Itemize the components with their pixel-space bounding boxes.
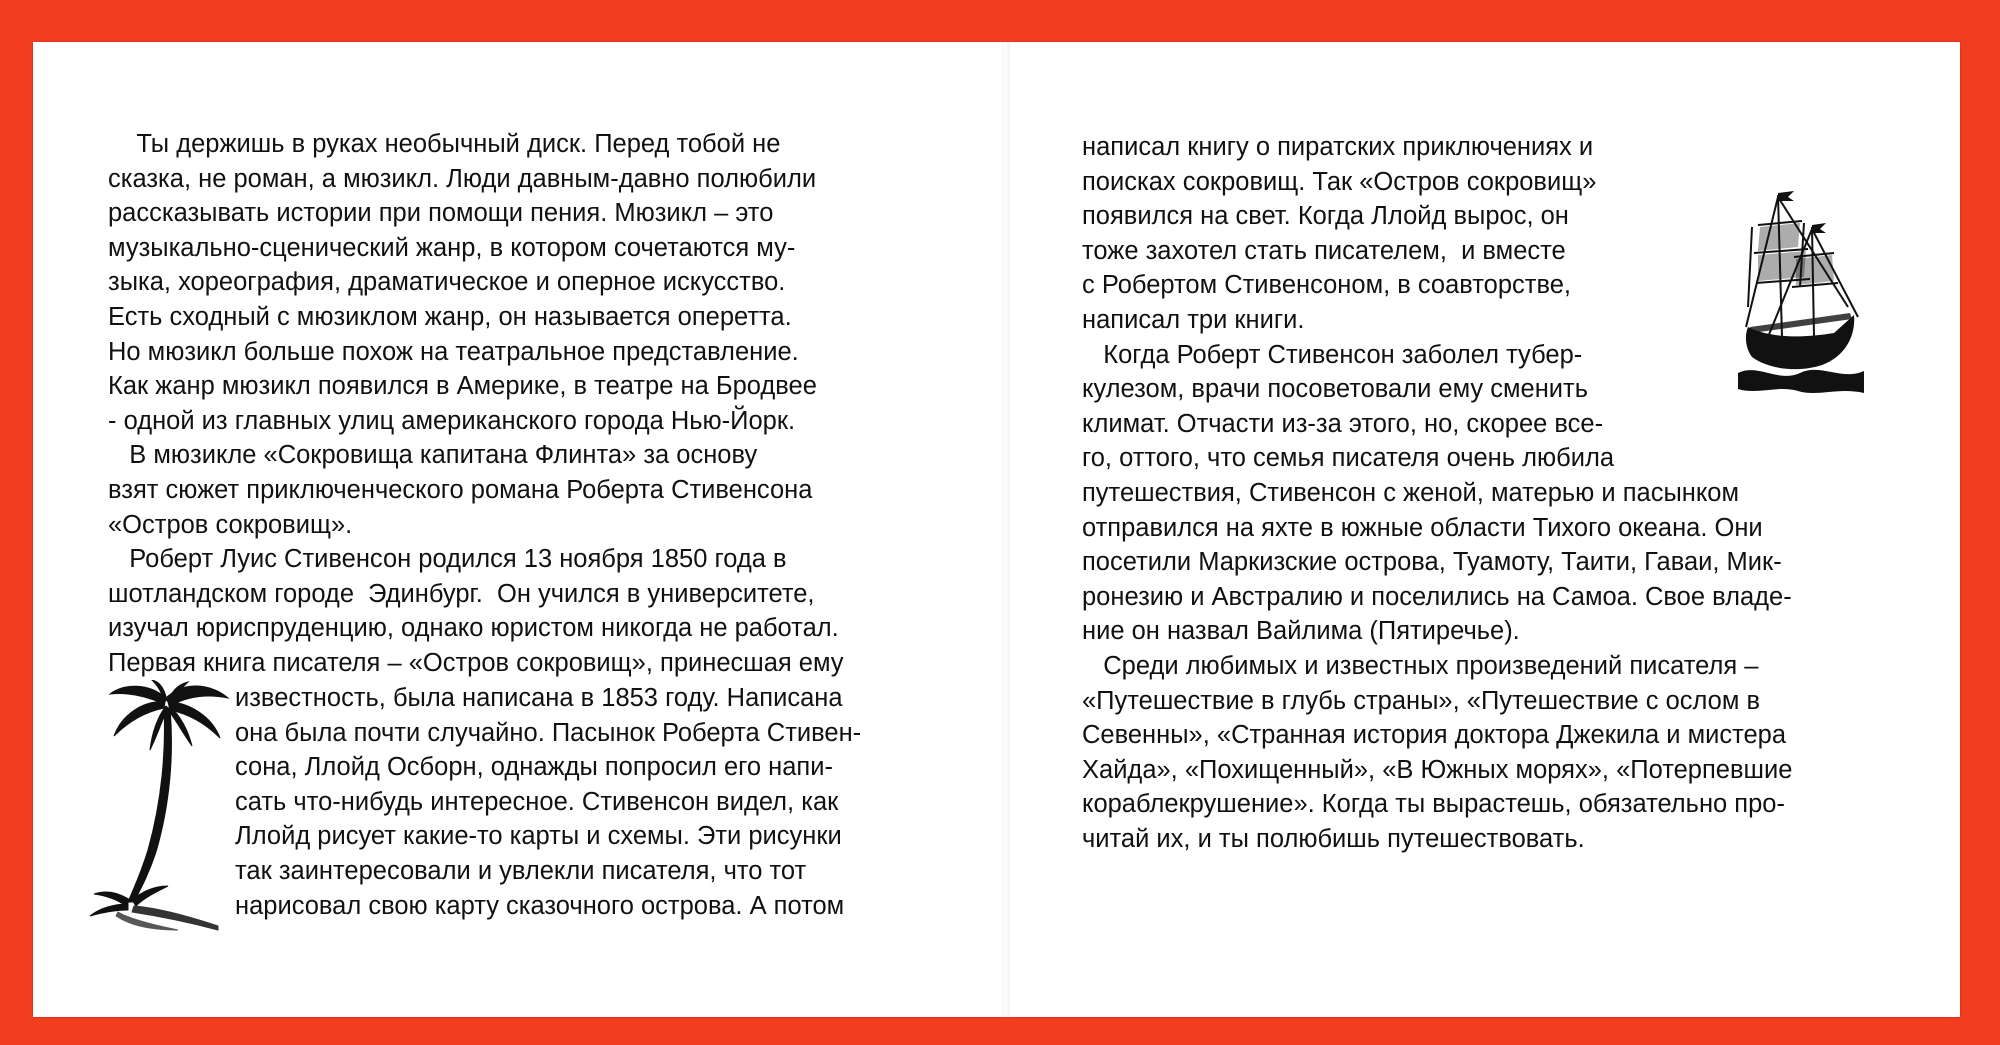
right-page-line-18: Севенны», «Странная история доктора Джекила и мистера (1082, 721, 1787, 750)
right-page-line-7: Когда Роберт Стивенсон заболел тубер- (1082, 340, 1583, 369)
right-page-line-14: ронезию и Австралию и поселились на Самоа. Свое владе- (1082, 582, 1792, 611)
right-page-line-3: появился на свет. Когда Ллойд вырос, он (1082, 202, 1569, 231)
left-page-text (108, 127, 844, 681)
left-page-line-7: Но мюзикл больше похож на театральное представление. (108, 337, 799, 366)
left-page-wrap-line-5: Ллойд рисует какие-то карты и схемы. Эти рисунки (235, 822, 842, 851)
right-page-line-9: климат. Отчасти из-за этого, но, скорее все- (1082, 409, 1604, 438)
right-page-line-1: написал книгу о пиратских приключениях и (1082, 133, 1594, 161)
right-page-line-6: написал три книги. (1082, 305, 1305, 334)
right-page-line-16: Среди любимых и известных произведений писателя – (1082, 651, 1759, 680)
left-page-line-11: взят сюжет приключенческого романа Роберта Стивенсона (108, 475, 813, 504)
left-page-wrap-line-6: так заинтересовали и увлекли писателя, что тот (235, 856, 807, 885)
right-page-line-13: посетили Маркизские острова, Туамоту, Таити, Гаваи, Мик- (1082, 548, 1782, 577)
left-page-line-13: Роберт Луис Стивенсон родился 13 ноября 1850 года в (108, 545, 787, 574)
left-page-wrap-line-1: известность, была написана в 1853 году. Написана (235, 684, 843, 712)
right-page-line-12: отправился на яхте в южные области Тихого океана. Они (1082, 513, 1763, 542)
right-page-line-4: тоже захотел стать писателем, и вместе (1082, 236, 1566, 265)
right-page-line-2: поисках сокровищ. Так «Остров сокровищ» (1082, 167, 1597, 196)
left-page-line-5: зыка, хореография, драматическое и оперное искусство. (108, 268, 786, 297)
right-page-line-20: кораблекрушение». Когда ты вырастешь, обязательно про- (1082, 790, 1785, 819)
left-page-line-16: Первая книга писателя – «Остров сокровищ», принесшая ему (108, 648, 844, 677)
left-page-line-1: Ты держишь в руках необычный диск. Перед тобой не (108, 130, 781, 158)
left-page-line-6: Есть сходный с мюзиклом жанр, он называется оперетта. (108, 302, 792, 331)
page-fold (1002, 42, 1010, 1017)
right-page-line-5: с Робертом Стивенсоном, в соавторстве, (1082, 271, 1571, 300)
sailing-ship-illustration (1738, 187, 1864, 397)
left-page-line-15: изучал юриспруденцию, однако юристом никогда не работал. (108, 614, 839, 643)
left-page-line-3: рассказывать истории при помощи пения. Мюзикл – это (108, 199, 774, 228)
right-page-line-15: ние он назвал Вайлима (Пятиречье). (1082, 617, 1520, 646)
palm-tree-illustration (88, 680, 238, 940)
left-page-line-10: В мюзикле «Сокровища капитана Флинта» за основу (108, 441, 758, 470)
right-page-line-10: го, оттого, что семья писателя очень любила (1082, 444, 1615, 473)
left-page-line-14: шотландском городе Эдинбург. Он учился в университете, (108, 579, 815, 608)
right-page-line-11: путешествия, Стивенсон с женой, матерью и пасынком (1082, 478, 1740, 507)
left-page-wrap-line-3: сона, Ллойд Осборн, однажды попросил его напи- (235, 753, 833, 782)
left-page-line-8: Как жанр мюзикл появился в Америке, в театре на Бродвее (108, 372, 817, 401)
right-page-line-19: Хайда», «Похищенный», «В Южных морях», «Потерпевшие (1082, 755, 1793, 784)
left-page-wrapped-text (235, 681, 861, 923)
left-page-wrap-line-7: нарисовал свою карту сказочного острова. А потом (235, 891, 845, 920)
right-page-line-17: «Путешествие в глубь страны», «Путешествие с ослом в (1082, 686, 1761, 715)
left-page-line-2: сказка, не роман, а мюзикл. Люди давным-давно полюбили (108, 164, 817, 193)
left-page-wrap-line-2: она была почти случайно. Пасынок Роберта Стивен- (235, 718, 862, 747)
right-page-line-8: кулезом, врачи посоветовали ему сменить (1082, 375, 1589, 404)
left-page-wrap-line-4: сать что-нибудь интересное. Стивенсон видел, как (235, 787, 839, 816)
right-page-text (1082, 130, 1792, 856)
right-page-line-21: читай их, и ты полюбишь путешествовать. (1082, 824, 1585, 853)
left-page-line-4: музыкально-сценический жанр, в котором сочетаются му- (108, 233, 796, 262)
left-page-line-9: - одной из главных улиц американского города Нью-Йорк. (108, 406, 796, 435)
left-page-line-12: «Остров сокровищ». (108, 510, 353, 539)
